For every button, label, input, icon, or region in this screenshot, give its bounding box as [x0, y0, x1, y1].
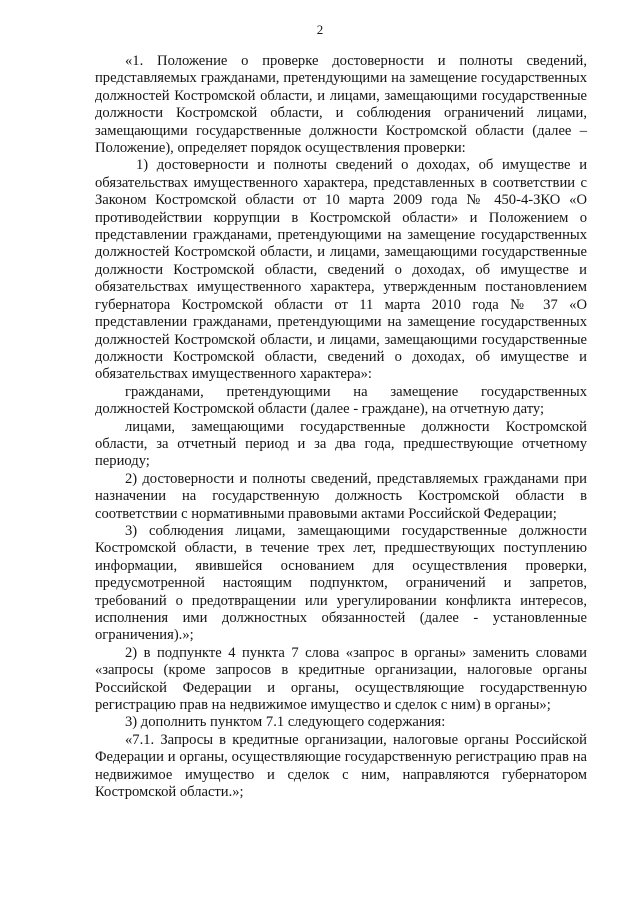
- paragraph-item-3: 3) соблюдения лицами, замещающими государственные должности Костромской области, в течение трех лет, предшествующих поступлению информации, явившейся основанием для осуществления проверки, предусмотренной настоящим подпунктом, ограничений и запретов, требований о предотвращении или урегулировании конфликта интересов, исполнения ими должностных обязанностей (далее - установленные ограничения).»;: [95, 522, 587, 644]
- paragraph-amendment-2: 2) в подпункте 4 пункта 7 слова «запрос в органы» заменить словами «запросы (кроме запросов в кредитные организации, налоговые органы Российской Федерации и органы, осуществляющие государственную регистрацию прав на недвижимое имущество и сделок с ним) в органы»;: [95, 644, 587, 714]
- paragraph-amendment-3: 3) дополнить пунктом 7.1 следующего содержания:: [125, 714, 446, 731]
- paragraph-position-definition: «1. Положение о проверке достоверности и полноты сведений, представляемых гражданами, претендующими на замещение государственных должностей Костромской области, и лицами, замещающими государственные должности Костромской области, и соблюдения ограничений лицами, замещающими государственные должности Костромской области (далее – Положение), определяет порядок осуществления проверки:: [95, 53, 587, 157]
- paragraph-officials: лицами, замещающими государственные должности Костромской области, за отчетный период и за два года, предшествующие отчетному периоду;: [95, 418, 587, 470]
- paragraph-item-1: 1) достоверности и полноты сведений о доходах, об имуществе и обязательствах имущественного характера, представленных в соответствии с Законом Костромской области от 10 марта 2009 года № 450-4-ЗКО «О противодействии коррупции в Костромской области» и Положением о представлении гражданами, претендующими на замещение государственных должностей Костромской области, и лицами, замещающими государственные должности Костромской области, сведений о доходах, об имуществе и обязательствах имущественного характера, утвержденным постановлением губернатора Костромской области от 11 марта 2010 года № 37 «О представлении гражданами, претендующими на замещение государственных должностей Костромской области, и лицами, замещающими государственные должности Костромской области, сведений о доходах, об имуществе и обязательствах имущественного характера»:: [95, 157, 587, 383]
- paragraph-item-2: 2) достоверности и полноты сведений, представляемых гражданами при назначении на государственную должность Костромской области в соответствии с нормативными правовыми актами Российской Федерации;: [95, 470, 587, 522]
- document-body: [95, 53, 587, 801]
- paragraph-clause-7-1: «7.1. Запросы в кредитные организации, налоговые органы Российской Федерации и органы, осуществляющие государственную регистрацию прав на недвижимое имущество и сделок с ним, направляются губернатором Костромской области.»;: [95, 731, 587, 801]
- page-number: 2: [316, 22, 324, 37]
- paragraph-citizens: гражданами, претендующими на замещение государственных должностей Костромской области (далее - граждане), на отчетную дату;: [95, 383, 587, 418]
